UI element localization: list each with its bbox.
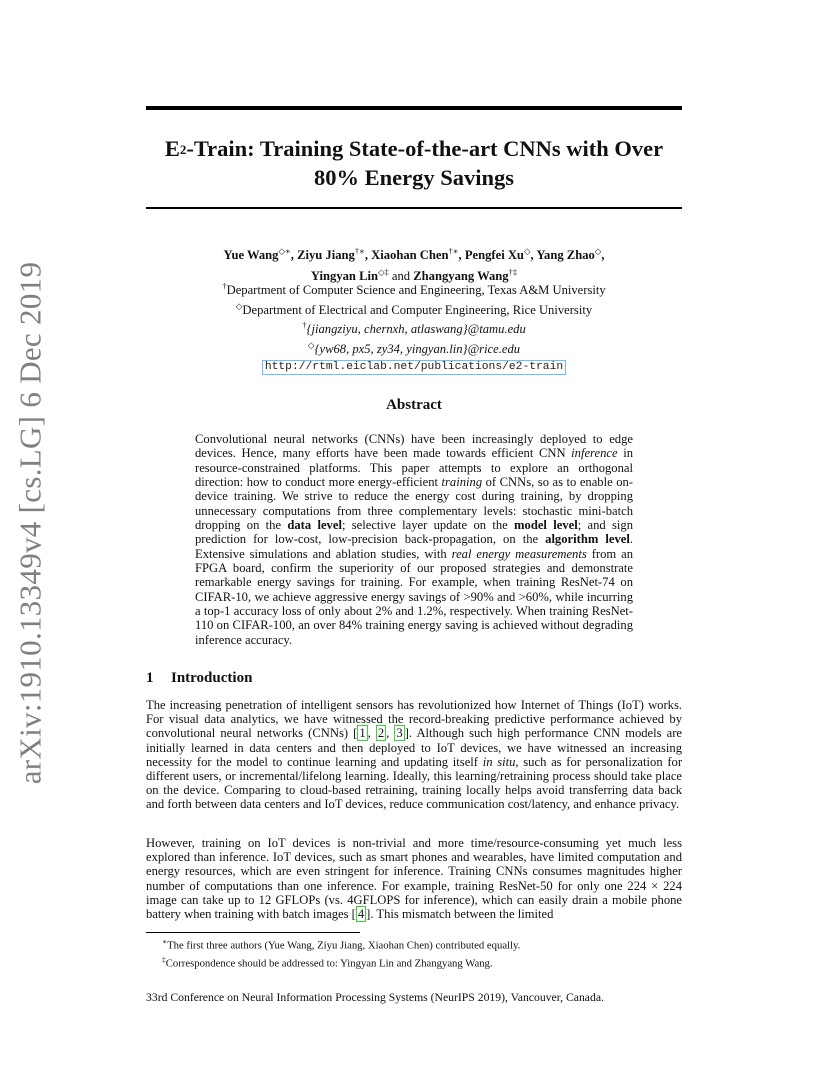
intro-paragraph-2: However, training on IoT devices is non-trivial and more time/resource-consuming yet much less explored than inference. IoT devices, such as smart phones and wearables, have limited computation and energy resources, which are even stringent for inference. Training CNNs consumes magnitudes higher number of computations than one inference. For example, training ResNet-50 for only one 224 × 224 image can take up to 12 GFLOPs (vs. 4GFLOPS for inference), which can easily drain a mobile phone battery when training with batch images [ 4 ]. This mismatch between the limited xyxy=(146,836,682,922)
author-name: Zhangyang Wang xyxy=(413,269,509,284)
title-superscript: 2 xyxy=(179,142,187,157)
intro-paragraph-1: The increasing penetration of intelligent sensors has revolutionized how Internet of Things (IoT) works. For visual data analytics, we have witnessed the record-breaking predictive performance achieved by convolutional neural networks (CNNs) [ 1 , 2 , 3 ]. Although such high performance CNN models are initially learned in data centers and then deployed to IoT devices, we have witnessed an increasing necessity for the model to continue learning and updating itself in situ, such as for personalization for different users, or incremental/lifelong learning. Ideally, this learning/retraining process should take place on the device. Comparing to cloud-based retraining, training locally helps avoid transferring data back and forth between data centers and IoT devices, reduce communication cost/latency, and enhance privacy. xyxy=(146,698,683,812)
citation-link[interactable]: 4 xyxy=(357,907,365,922)
arxiv-identifier-text: arXiv:1910.13349v4 [cs.LG] 6 Dec 2019 xyxy=(12,261,47,785)
affiliations xyxy=(146,279,682,375)
author-mark: ◇∗ xyxy=(278,246,291,256)
arxiv-identifier-stamp xyxy=(10,261,50,785)
section-heading-introduction xyxy=(146,670,252,687)
author-name: Pengfei Xu xyxy=(464,248,524,263)
author-conjunction: and xyxy=(391,269,411,284)
email-line: ◇{yw68, px5, zy34, yingyan.lin}@rice.edu xyxy=(307,340,521,357)
section-title: Introduction xyxy=(171,670,253,686)
footnote: ‡Correspondence should be addressed to: Yingyan Lin and Zhangyang Wang. xyxy=(162,955,493,970)
author-mark: †∗ xyxy=(448,246,459,256)
citation-link[interactable]: 1 xyxy=(359,726,366,741)
author-mark: ◇ xyxy=(594,246,602,256)
citation-link[interactable]: 3 xyxy=(396,726,403,741)
author-name: Ziyu Jiang xyxy=(297,248,355,263)
author-name: Yue Wang xyxy=(223,248,279,263)
author-mark: †∗ xyxy=(354,246,365,256)
paper-title xyxy=(146,134,682,192)
title-bottom-rule xyxy=(146,207,682,209)
author-mark: †‡ xyxy=(508,267,518,278)
citation-link[interactable]: 2 xyxy=(377,726,385,741)
affiliation-line: ◇Department of Electrical and Computer Engineering, Rice University xyxy=(235,300,593,317)
project-url-link[interactable]: http://rtml.eiclab.net/publications/e2-train xyxy=(262,360,566,375)
footnote-rule xyxy=(146,932,360,933)
author-mark: ◇ xyxy=(523,246,531,256)
author-list: Yue Wang◇∗, Ziyu Jiang†∗, Xiaohan Chen†∗, Pengfei Xu◇, Yang Zhao◇, Yingyan Lin◇‡ and Zhangyang Wang†‡ xyxy=(223,246,605,284)
conference-venue-footer: 33rd Conference on Neural Information Processing Systems (NeurIPS 2019), Vancouver, Canada. xyxy=(146,991,604,1004)
title-line-1: $E^2$-Train: Training State-of-the-art CNNs with Over xyxy=(164,136,664,161)
footnote: ∗The first three authors (Yue Wang, Ziyu Jiang, Xiaohan Chen) contributed equally. xyxy=(162,937,521,952)
email-line: †{jiangziyu, chernxh, atlaswang}@tamu.edu xyxy=(302,320,526,337)
section-number: 1 xyxy=(146,670,154,686)
author-name: Yingyan Lin xyxy=(310,269,378,284)
title-top-rule xyxy=(146,106,682,110)
footnotes xyxy=(146,935,682,971)
title-line-2: 80% Energy Savings xyxy=(313,165,515,190)
author-name: Xiaohan Chen xyxy=(371,248,449,263)
author-mark: ◇‡ xyxy=(377,267,389,278)
affiliation-line: †Department of Computer Science and Engineering, Texas A&M University xyxy=(222,281,606,298)
author-name: Yang Zhao xyxy=(536,248,595,263)
abstract-body: Convolutional neural networks (CNNs) have been increasingly deployed to edge devices. Hence, many efforts have been made towards efficient CNN inference in resource-constrained platforms. This paper attempts to explore an orthogonal direction: how to conduct more energy-efficient training of CNNs, so as to enable on-device training. We strive to reduce the energy cost during training, by dropping unnecessary computations from three complementary levels: stochastic mini-batch dropping on the data level; selective layer update on the model level; and sign prediction for low-cost, low-precision back-propagation, on the algorithm level. Extensive simulations and ablation studies, with real energy measurements from an FPGA board, confirm the superiority of our proposed strategies and demonstrate remarkable energy savings for training. For example, when training ResNet-74 on CIFAR-10, we achieve aggressive energy savings of >90% and >60%, while incurring a top-1 accuracy loss of only about 2% and 1.2%, respectively. When training ResNet-110 on CIFAR-100, an over 84% training energy saving is achieved without degrading inference accuracy. xyxy=(195,432,633,647)
abstract-heading: Abstract xyxy=(386,397,442,413)
